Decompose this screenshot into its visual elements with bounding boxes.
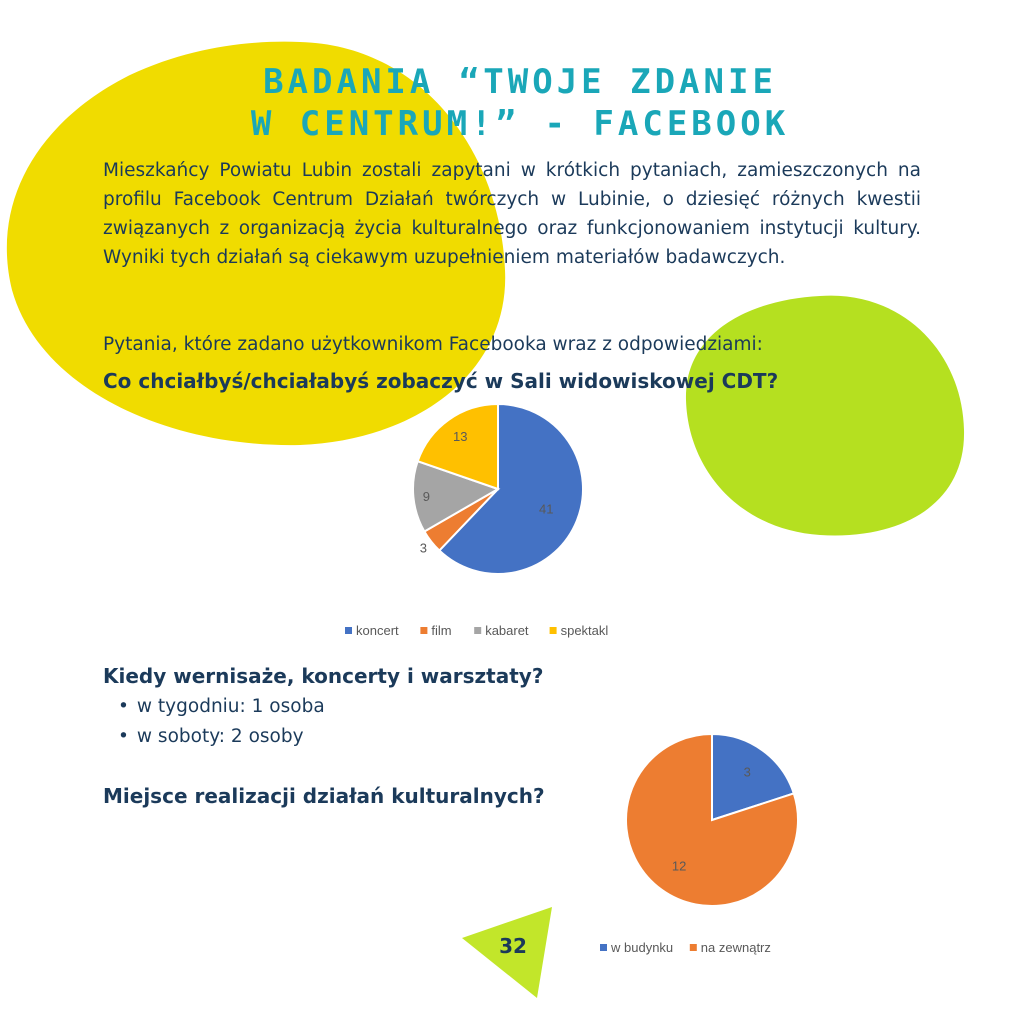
location-pie-chart [580,720,860,960]
data-label: 13 [453,429,468,445]
data-label: 9 [422,488,430,504]
legend-item: na zewnątrz [700,940,771,955]
legend-swatch [690,944,697,951]
legend-swatch [474,627,481,634]
legend-item: spektakl [560,623,609,638]
page-number: 32 [499,934,527,958]
legend-item: w budynku [611,940,674,955]
legend-swatch [600,944,607,951]
legend-swatch [550,627,557,634]
page-title-line-1: BADANIA “TWOJE ZDANIE [263,62,777,102]
legend-item: koncert [356,623,399,638]
list-item: • w tygodniu: 1 osoba [118,692,325,722]
question-location-heading: Miejsce realizacji działań kulturalnych? [103,784,545,808]
intro-paragraph: Mieszkańcy Powiatu Lubin zostali zapytani w krótkich pytaniach, zamieszczonych na profilu Facebook Centrum Działań twórczych w Lubinie, o dziesięć różnych kwestii związanych z organizacją życia kulturalnego oraz funkcjonowaniem instytucji kultury. Wyniki tych działań są ciekawym uzupełnieniem materiałów badawczych. [103,160,921,268]
data-label: 3 [743,764,751,780]
legend-swatch [420,627,427,634]
timing-answers-list [118,692,325,752]
question-timing-heading: Kiedy wernisaże, koncerty i warsztaty? [103,664,544,688]
legend-swatch [345,627,352,634]
list-item: • w soboty: 2 osoby [118,722,325,752]
data-label: 41 [539,501,554,517]
question-hall-heading: Co chciałbyś/chciałabyś zobaczyć w Sali widowiskowej CDT? [103,369,779,393]
legend-item: kabaret [485,623,529,638]
questions-lead-text: Pytania, które zadano użytkownikom Facebooka wraz z odpowiedziami: [103,334,763,355]
legend-item: film [431,623,452,638]
data-label: 12 [671,858,687,874]
green-blob [686,296,964,536]
page-title-line-2: W CENTRUM!” - FACEBOOK [250,104,790,144]
hall-preferences-pie-chart [356,395,700,645]
data-label: 3 [419,540,427,556]
